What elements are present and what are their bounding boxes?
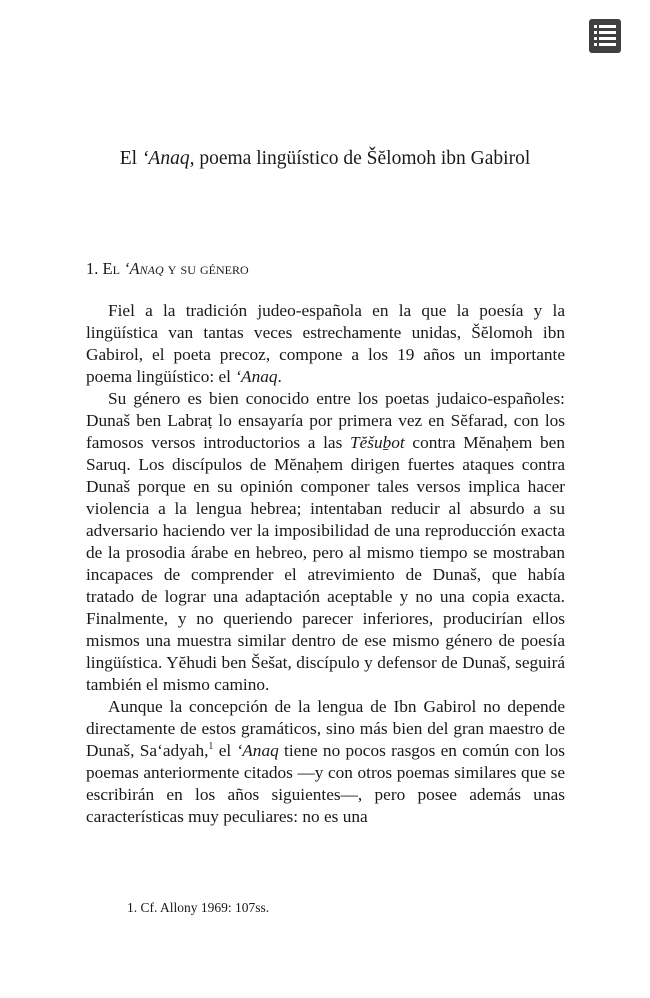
section-heading — [86, 258, 249, 280]
paragraph-2-b: contra Mĕnaḥem ben Saruq. Los discípulos de Mĕnaḥem dirigen fuertes ataques contra Dunaš porque en su opinión componer tales versos implica hacer violencia a la lengua hebrea; intentaban reducir al absurdo a su adversario haciendo ver la imposibilidad de una reproducción exacta de la prosodia árabe en hebreo, pero al mismo tiempo se mostraban incapaces de comprender el atrevimiento de Dunaš, que había tratado de lograr una adaptación aceptable y no una copia exacta. Finalmente, y no queriendo parecer inferiores, producirían ellos mismos una muestra similar dentro de ese mismo género de poesía lingüística. Yĕhudi ben Šešat, discípulo y defensor de Dunaš, seguirá también el mismo camino. — [86, 433, 565, 694]
section-rest: y su género — [163, 259, 249, 278]
menu-list-icon — [589, 19, 621, 53]
title-suffix: , poema lingüístico de Šĕlomoh ibn Gabirol — [189, 148, 531, 169]
section-italic: ‘Anaq — [124, 259, 164, 278]
menu-button[interactable] — [589, 19, 621, 53]
paragraph-3-a: Aunque la concepción de la lengua de Ibn Gabirol no depende directamente de estos gramáticos, sino más bien del gran maestro de Dunaš, Sa‘adyah, — [86, 697, 565, 760]
body-text — [86, 300, 565, 828]
paragraph-3-italic: ‘Anaq — [236, 741, 279, 760]
section-word: El — [102, 259, 125, 278]
paragraph-1-end: . — [277, 367, 282, 386]
paragraph-1 — [86, 300, 565, 388]
title-italic: ‘Anaq — [141, 148, 190, 169]
paragraph-2-a: Su género es bien conocido entre los poetas judaico-españoles: Dunaš ben Labraṭ lo ensayaría por primera vez en Sĕfarad, con los famosos versos introductorios a las — [86, 389, 565, 452]
title-prefix: El — [119, 148, 142, 169]
paragraph-1-italic: ‘Anaq — [235, 367, 278, 386]
footnote: 1. Cf. Allony 1969: 107ss. — [127, 900, 270, 915]
paragraph-1-text: Fiel a la tradición judeo-española en la que la poesía y la lingüística van tantas veces estrechamente unidas, Šĕlomoh ibn Gabirol, el poeta precoz, compone a los 19 años un importante poema lingüístico: el — [86, 301, 565, 386]
footnote-ref[interactable]: 1 — [208, 741, 214, 753]
paragraph-2-italic: Tĕšuḇot — [349, 433, 405, 452]
paragraph-3-b: el — [213, 741, 237, 760]
page-title — [0, 147, 650, 171]
section-number: 1. — [86, 259, 103, 278]
paragraph-3-c: tiene no pocos rasgos en común con los poemas anteriormente citados —y con otros poemas similares que se escribirán en los años siguientes—, pero posee además unas características muy peculiares: no es una — [86, 741, 565, 826]
paragraph-2 — [86, 388, 565, 696]
paragraph-3 — [86, 696, 565, 828]
